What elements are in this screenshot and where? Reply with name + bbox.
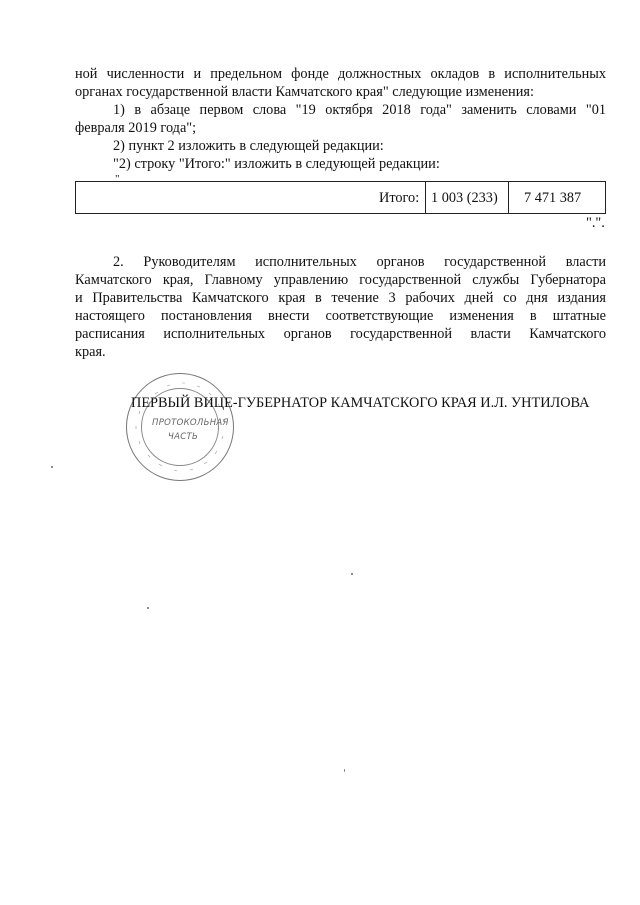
scan-speck	[147, 607, 149, 609]
para2-line-2: Камчатского края, Главному управлению государственной службы Губернатора	[75, 272, 606, 288]
body-line-1: ной численности и предельном фонде должностных окладов в исполнительных	[75, 66, 606, 82]
stamp-text-bottom: ЧАСТЬ	[168, 432, 199, 442]
body-line-3: 1) в абзаце первом слова "19 октября 2018 года" заменить словами "01	[113, 102, 606, 118]
body-line-4: февраля 2019 года";	[75, 120, 197, 136]
body-line-2: органах государственной власти Камчатского края" следующие изменения:	[75, 84, 534, 100]
signature-line: ПЕРВЫЙ ВИЦЕ-ГУБЕРНАТОР КАМЧАТСКОГО КРАЯ И.Л. УНТИЛОВА	[131, 395, 590, 411]
para2-line-6: края.	[75, 344, 106, 360]
para2-line-5: расписания исполнительных органов государственной власти Камчатского	[75, 326, 606, 342]
official-stamp-seal	[126, 373, 234, 481]
body-line-6: "2) строку "Итого:" изложить в следующей редакции:	[113, 156, 440, 172]
body-line-5: 2) пункт 2 изложить в следующей редакции:	[113, 138, 384, 154]
table-label-cell: Итого:	[379, 190, 420, 206]
table-divider-1	[425, 182, 426, 213]
stamp-text-top: ПРОТОКОЛЬНАЯ	[152, 418, 229, 428]
para2-line-4: настоящего постановления внести соответствующие изменения в штатные	[75, 308, 606, 324]
table-value1-cell: 1 003 (233)	[431, 190, 498, 206]
table-divider-2	[508, 182, 509, 213]
scan-speck	[351, 573, 353, 575]
para2-line-3: и Правительства Камчатского края в течение 3 рабочих дней со дня издания	[75, 290, 606, 306]
scan-speck	[51, 466, 53, 468]
scan-speck	[344, 769, 345, 772]
table-value2-cell: 7 471 387	[524, 190, 582, 206]
body-line-7: "	[115, 173, 120, 185]
para2-line-1: 2. Руководителям исполнительных органов государственной власти	[113, 254, 606, 270]
table-closing-quote: ".".	[586, 215, 605, 231]
total-table	[75, 181, 606, 214]
